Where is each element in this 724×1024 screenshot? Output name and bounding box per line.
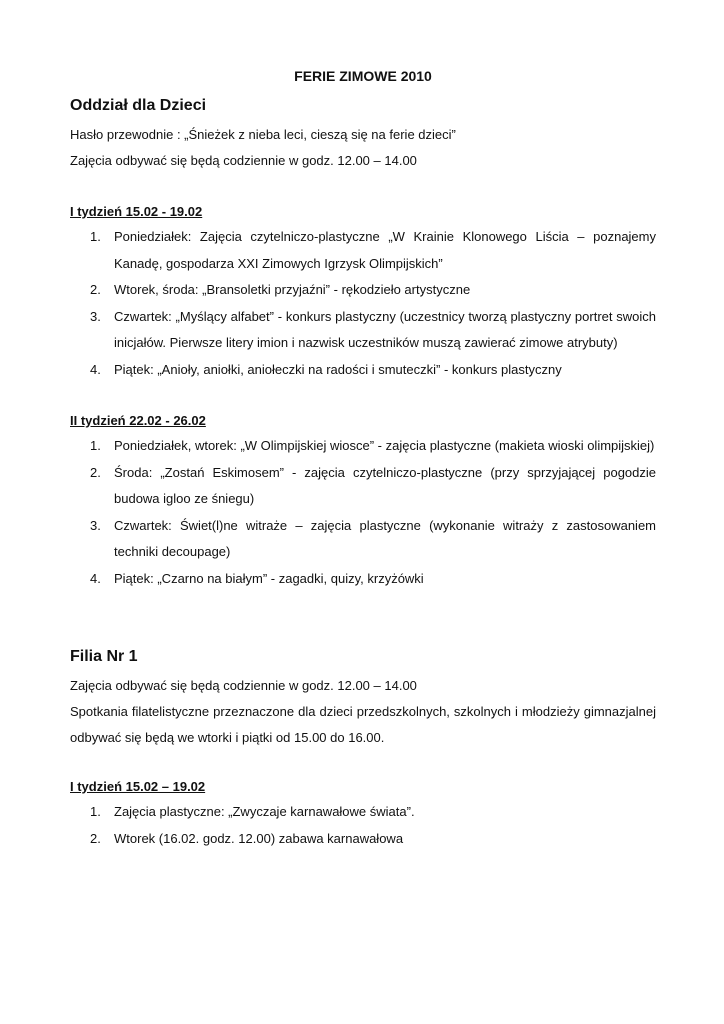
list-item: 3. Czwartek: „Myślący alfabet” - konkurs plastyczny (uczestnicy tworzą plastyczny portret swoich inicjałów. Pierwsze litery imion i nazwisk uczestników muszą zawierać zimowe atrybuty)	[90, 308, 656, 350]
motto-text: Hasło przewodnie : „Śnieżek z nieba leci, cieszą się na ferie dzieci”	[70, 127, 456, 142]
list-item: 2. Środa: „Zostań Eskimosem” - zajęcia czytelniczo-plastyczne (przy sprzyjającej pogodzie budowa igloo ze śniegu)	[90, 464, 656, 506]
document-title: FERIE ZIMOWE 2010	[294, 68, 432, 84]
list-item: 4. Piątek: „Anioły, aniołki, aniołeczki na radości i smuteczki” - konkurs plastyczny	[90, 361, 562, 377]
document-page	[70, 66, 656, 852]
list-item: 2. Wtorek, środa: „Bransoletki przyjaźni” - rękodzieło artystyczne	[90, 282, 471, 297]
list-item: 3. Czwartek: Świet(l)ne witraże – zajęcia plastyczne (wykonanie witraży z zastosowaniem techniki decoupage)	[90, 517, 656, 559]
list-item: 2. Wtorek (16.02. godz. 12.00) zabawa karnawałowa	[90, 830, 404, 846]
week-heading: I tydzień 15.02 – 19.02	[70, 779, 206, 794]
list-item: 1. Zajęcia plastyczne: „Zwyczaje karnawałowe świata”.	[90, 804, 415, 819]
meetings-text: Spotkania filatelistyczne przeznaczone dla dzieci przedszkolnych, szkolnych i młodzieży gimnazjalnej odbywać się będą we wtorki i piątki od 15.00 do 16.00.	[70, 704, 656, 745]
section-heading-filia: Filia Nr 1	[70, 648, 138, 665]
list-item: 1. Poniedziałek: Zajęcia czytelniczo-plastyczne „W Krainie Klonowego Liścia – poznajemy Kanadę, gospodarza XXI Zimowych Igrzysk Olimpijskich”	[90, 229, 656, 271]
week-heading: I tydzień 15.02 - 19.02	[70, 204, 203, 219]
list-item: 4. Piątek: „Czarno na białym” - zagadki, quizy, krzyżówki	[90, 570, 424, 586]
week-heading: II tydzień 22.02 - 26.02	[70, 413, 206, 428]
hours-text: Zajęcia odbywać się będą codziennie w godz. 12.00 – 14.00	[70, 153, 417, 168]
section-heading-oddzial: Oddział dla Dzieci	[70, 97, 207, 114]
activity-list	[70, 224, 656, 383]
activity-list	[70, 799, 656, 852]
hours-text: Zajęcia odbywać się będą codziennie w godz. 12.00 – 14.00	[70, 678, 417, 693]
activity-list	[70, 433, 656, 592]
list-item: 1. Poniedziałek, wtorek: „W Olimpijskiej wiosce” - zajęcia plastyczne (makieta wioski olimpijskiej)	[90, 438, 655, 453]
